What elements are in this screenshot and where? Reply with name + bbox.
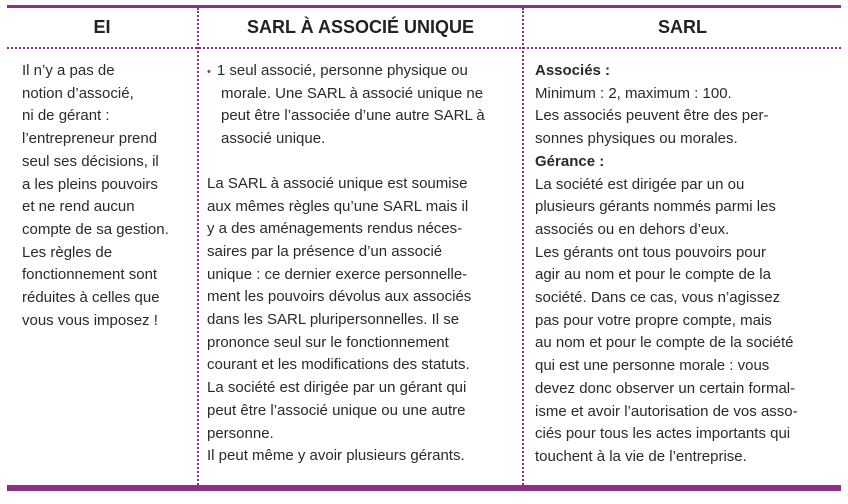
sarl-line: ciés pour tous les actes importants qui	[535, 425, 791, 443]
ei-line: vous vous imposez !	[22, 311, 158, 329]
sarl-unique-line: saires par la présence d’un associé	[207, 242, 443, 260]
sarl-unique-line: La SARL à associé unique est soumise	[207, 174, 468, 192]
sarl-line: Minimum : 2, maximum : 100.	[535, 84, 732, 102]
ei-cell	[22, 60, 194, 332]
sarl-cell	[535, 60, 841, 469]
sarl-unique-bullet-line: morale. Une SARL à associé unique ne	[221, 84, 484, 102]
ei-line: seul ses décisions, il	[22, 152, 159, 170]
header-sarl-associe-unique: SARL À ASSOCIÉ UNIQUE	[246, 17, 475, 37]
sarl-unique-line: La société est dirigée par un gérant qui	[207, 379, 467, 397]
ei-line: Il n’y a pas de	[22, 62, 115, 79]
column-divider-2	[522, 8, 524, 485]
sarl-line: devez donc observer un certain formal-	[535, 379, 796, 397]
bullet-icon: •	[207, 66, 211, 78]
header-sarl: SARL	[658, 17, 707, 37]
sarl-unique-line: dans les SARL pluripersonnelles. Il se	[207, 311, 460, 329]
ei-line: ni de gérant :	[22, 107, 110, 125]
sarl-unique-line: personne.	[207, 424, 274, 442]
sarl-unique-line: aux mêmes règles qu’une SARL mais il	[207, 197, 469, 215]
sarl-line: sonnes physiques ou morales.	[535, 130, 738, 148]
ei-line: notion d’associé,	[22, 84, 134, 102]
sarl-unique-line: Il peut même y avoir plusieurs gérants.	[207, 447, 465, 465]
sarl-line: touchent à la vie de l’entreprise.	[535, 447, 747, 465]
header-divider	[7, 47, 841, 49]
ei-line: et ne rend aucun	[22, 198, 135, 216]
paragraph-gap	[207, 151, 519, 173]
sarl-line: associés ou en dehors d’eux.	[535, 220, 730, 238]
sarl-unique-bullet-line: associé unique.	[221, 130, 326, 148]
sarl-unique-line: courant et les modifications des statuts.	[207, 356, 470, 374]
sarl-line: société. Dans ce cas, vous n’agissez	[535, 289, 781, 307]
sarl-line: pas pour votre propre compte, mais	[535, 311, 772, 329]
ei-line: Les règles de	[22, 243, 113, 261]
sarl-line: plusieurs gérants nommés parmi les	[535, 198, 776, 216]
sarl-unique-line: peut être l’associé unique ou une autre	[207, 401, 466, 419]
ei-line: fonctionnement sont	[22, 266, 158, 284]
sarl-unique-bullet-line: • 1 seul associé, personne physique ou	[207, 62, 468, 79]
ei-line: a les pleins pouvoirs	[22, 175, 158, 193]
sarl-unique-cell	[207, 60, 519, 468]
sarl-line: Les associés peuvent être des per-	[535, 107, 769, 125]
sarl-unique-line: y a des aménagements rendus néces-	[207, 220, 463, 238]
associes-title: Associés :	[535, 62, 611, 79]
sarl-line: Les gérants ont tous pouvoirs pour	[535, 243, 766, 261]
sarl-line: au nom et pour le compte de la société	[535, 334, 794, 352]
sarl-unique-line: prononce seul sur le fonctionnement	[207, 333, 449, 351]
ei-line: compte de sa gestion.	[22, 220, 169, 238]
table-bottom-border	[7, 485, 841, 491]
sarl-unique-line: ment les pouvoirs dévolus aux associés	[207, 288, 472, 306]
sarl-line: agir au nom et pour le compte de la	[535, 266, 771, 284]
sarl-line: isme et avoir l’autorisation de vos asso-	[535, 402, 798, 420]
sarl-line: La société est dirigée par un ou	[535, 175, 745, 193]
header-ei: EI	[93, 17, 111, 37]
sarl-unique-line: unique : ce dernier exerce personnelle-	[207, 265, 468, 283]
ei-line: réduites à celles que	[22, 289, 160, 307]
sarl-line: qui est une personne morale : vous	[535, 357, 770, 375]
column-divider-1	[197, 8, 199, 485]
sarl-unique-bullet-line: peut être l’associée d’une autre SARL à	[221, 107, 485, 125]
ei-line: l’entrepreneur prend	[22, 130, 158, 148]
gerance-title: Gérance :	[535, 152, 605, 170]
